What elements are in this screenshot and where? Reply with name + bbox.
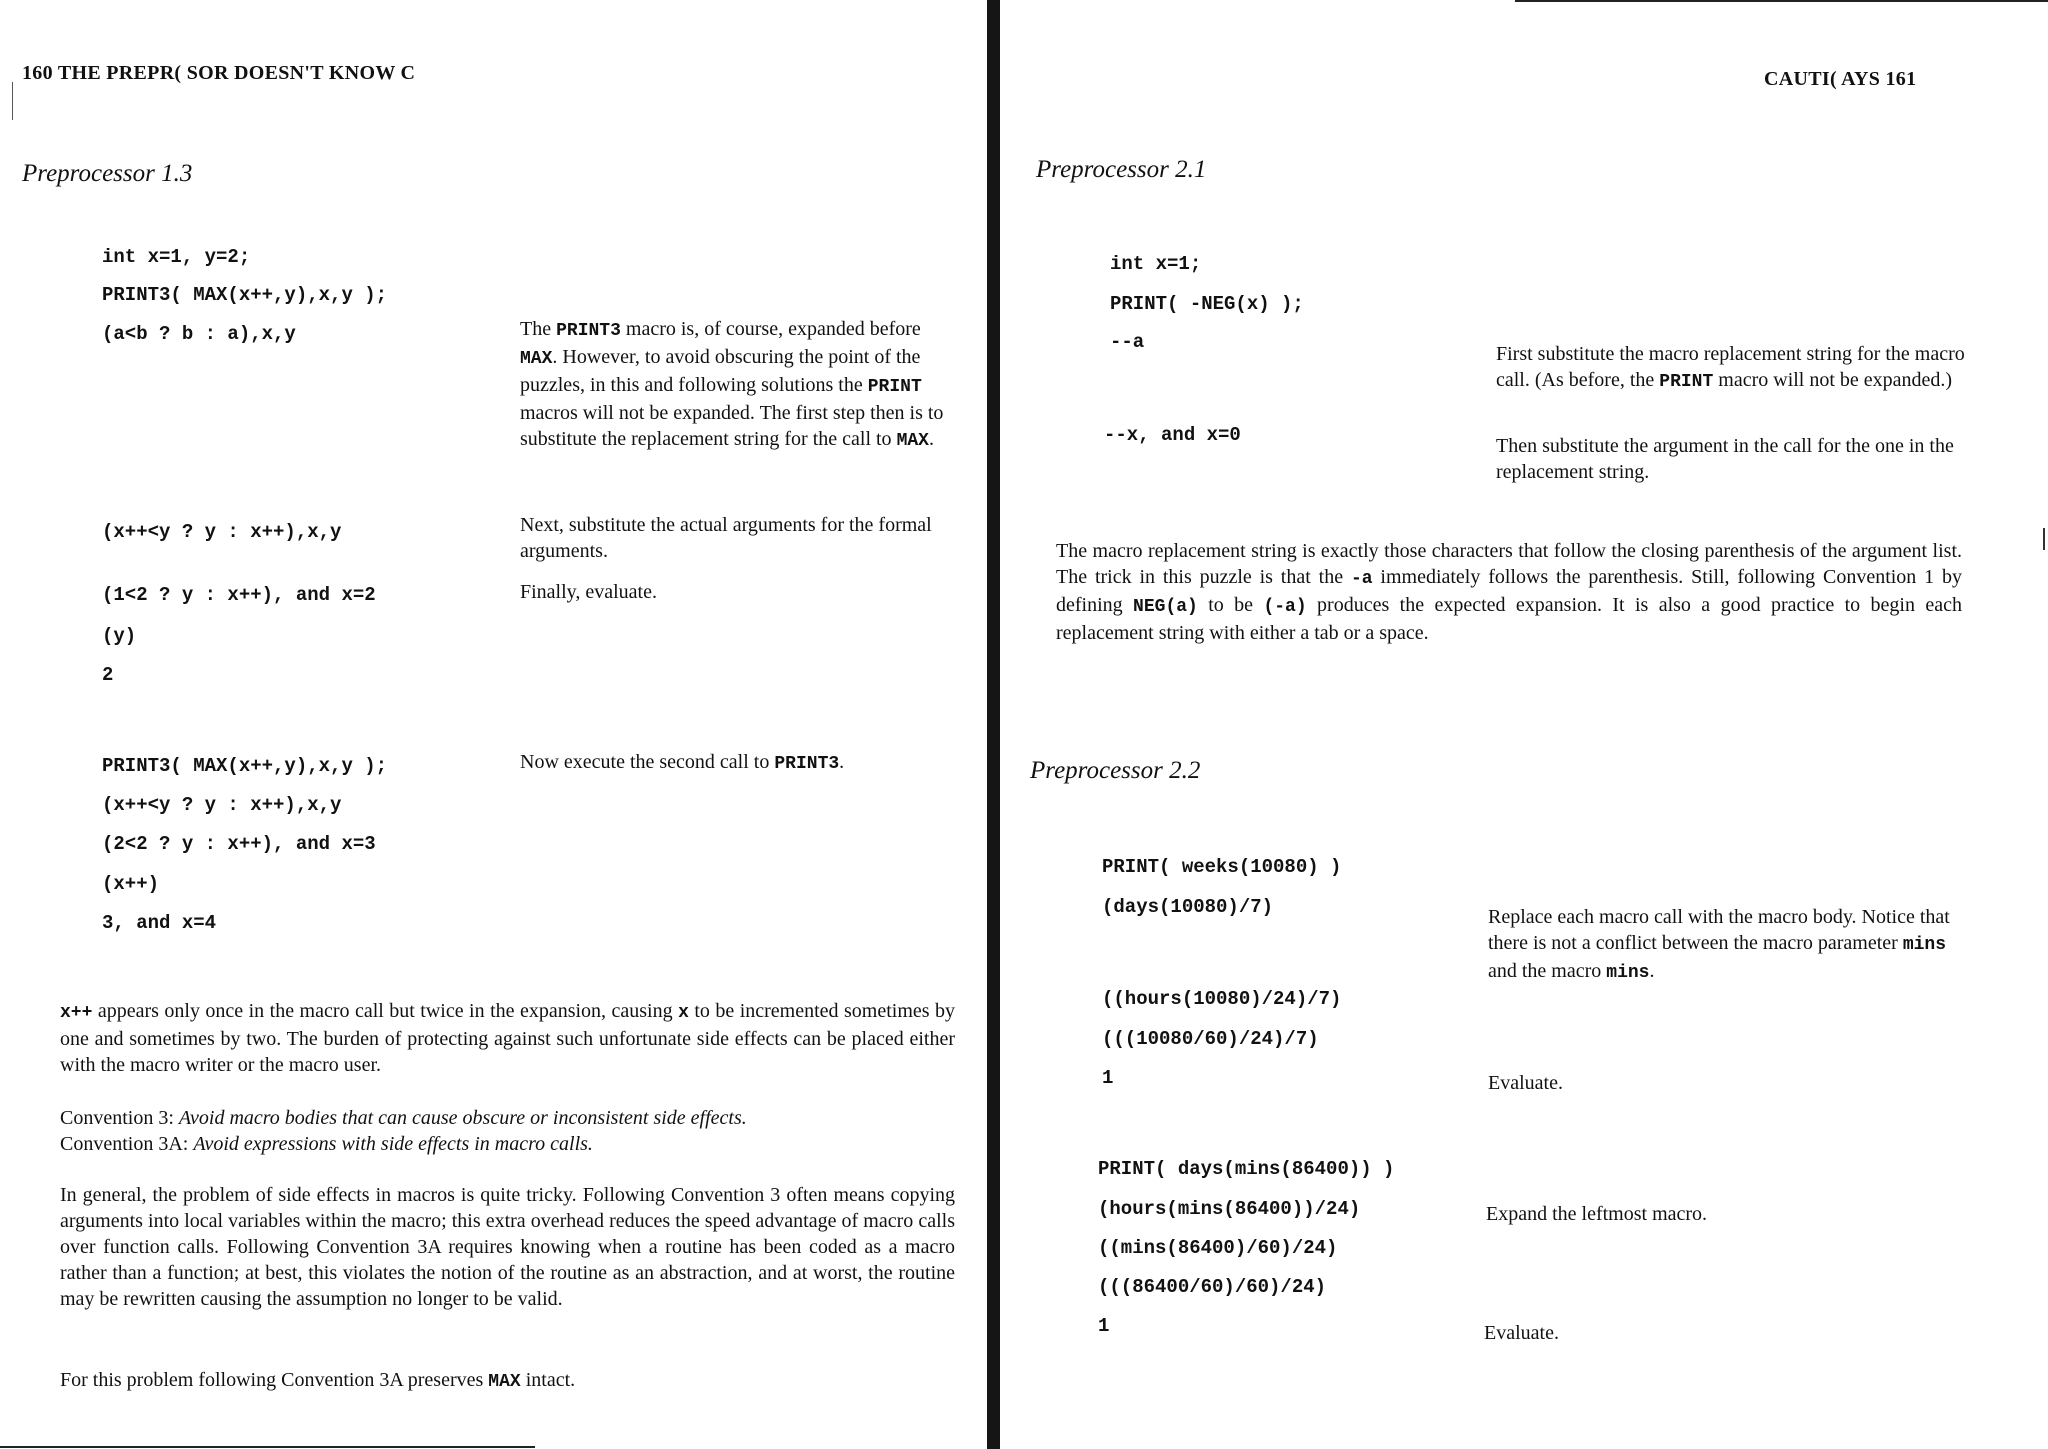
code-line: (2<2 ? y : x++), and x=3 xyxy=(102,833,376,855)
code-line: ((mins(86400)/60)/24) xyxy=(1098,1237,1338,1259)
right-running-head: CAUTI( AYS 161 xyxy=(1764,68,1917,90)
code-line: PRINT( -NEG(x) ); xyxy=(1110,293,1304,315)
code-line: (x++<y ? y : x++),x,y xyxy=(102,521,342,543)
puzzle-title-2-2: Preprocessor 2.2 xyxy=(1030,757,1201,784)
note-replace-macro-call: Replace each macro call with the macro body. Notice that there is not a conflict between the macro parameter mins and the macro mins. xyxy=(1488,906,1950,983)
code-line: (a<b ? b : a),x,y xyxy=(102,323,296,345)
note-first-substitute: First substitute the macro replacement string for the macro call. (As before, the PRINT macro will not be expanded.) xyxy=(1496,343,1965,392)
code-line: (days(10080)/7) xyxy=(1102,896,1274,918)
puzzle-title-2-1: Preprocessor 2.1 xyxy=(1036,156,1207,183)
code-line: (((86400/60)/60)/24) xyxy=(1098,1276,1327,1298)
code-line: ((hours(10080)/24)/7) xyxy=(1102,988,1342,1010)
puzzle-title-1-3: Preprocessor 1.3 xyxy=(22,160,193,187)
convention-3a: Convention 3A: Avoid expressions with side effects in macro calls. xyxy=(60,1133,593,1155)
paragraph-side-effects: x++ appears only once in the macro call but twice in the expansion, causing x to be incremented sometimes by one and sometimes by two. The burden of protecting against such unfortunate side effects can be placed either with the macro writer or the macro user. xyxy=(60,1000,955,1076)
code-line: 1 xyxy=(1098,1315,1110,1337)
code-line: PRINT( weeks(10080) ) xyxy=(1102,856,1342,878)
code-line: (hours(mins(86400))/24) xyxy=(1098,1198,1361,1220)
paragraph-general-problem: In general, the problem of side effects in macros is quite tricky. Following Convention 3 often means copying arguments into local variables within the macro; this extra overhead reduces the speed advantage of macro calls over function calls. Following Convention 3A requires knowing when a routine has been coded as a macro rather than a function; at best, this violates the notion of the routine as an abstraction, and at worst, the routine may be rewritten causing the assumption no longer to be valid. xyxy=(60,1184,955,1310)
code-line: PRINT( days(mins(86400)) ) xyxy=(1098,1158,1395,1180)
right-page xyxy=(1000,0,2048,1449)
code-line: PRINT3( MAX(x++,y),x,y ); xyxy=(102,755,388,777)
code-line: (y) xyxy=(102,625,137,647)
code-line: 3, and x=4 xyxy=(102,912,217,934)
paragraph-max-intact: For this problem following Convention 3A preserves MAX intact. xyxy=(60,1369,576,1392)
code-line: (x++<y ? y : x++),x,y xyxy=(102,794,342,816)
paragraph-replacement-string: The macro replacement string is exactly those characters that follow the closing parenthesis of the argument list. The trick in this puzzle is that the -a immediately follows the parenthesis. Still, following Convention 1 by defining NEG(a) to be (-a) produces the expected expansion. It is also a good practice to begin each replacement string with either a tab or a space. xyxy=(1056,540,1963,644)
note-expand-leftmost: Expand the leftmost macro. xyxy=(1486,1203,1708,1225)
note-expansion-order: The PRINT3 macro is, of course, expanded before MAX. However, to avoid obscuring the point of the puzzles, in this and following solutions the PRINT macros will not be expanded. The first step then is to substitute the replacement string for the call to MAX. xyxy=(520,318,944,451)
note-evaluate: Finally, evaluate. xyxy=(520,581,657,603)
margin-mark xyxy=(12,82,13,120)
note-substitute-arguments: Next, substitute the actual arguments for the formal arguments. xyxy=(520,514,932,562)
code-line: --a xyxy=(1110,331,1145,353)
code-line: --x, and x=0 xyxy=(1104,424,1241,446)
left-running-head: 160 THE PREPR( SOR DOESN'T KNOW C xyxy=(22,62,416,84)
margin-mark xyxy=(2043,528,2045,550)
note-evaluate: Evaluate. xyxy=(1488,1072,1563,1094)
code-line: PRINT3( MAX(x++,y),x,y ); xyxy=(102,284,388,306)
note-evaluate: Evaluate. xyxy=(1484,1322,1559,1344)
conventions-block xyxy=(60,1105,955,1157)
note-second-call: Now execute the second call to PRINT3. xyxy=(520,751,845,774)
note-then-substitute: Then substitute the argument in the call for the one in the replacement string. xyxy=(1496,435,1954,483)
code-line: int x=1, y=2; xyxy=(102,246,251,268)
code-line: (1<2 ? y : x++), and x=2 xyxy=(102,584,376,606)
left-page xyxy=(0,0,985,1449)
code-line: 2 xyxy=(102,664,114,686)
code-line: (x++) xyxy=(102,873,160,895)
code-line: 1 xyxy=(1102,1067,1114,1089)
convention-3: Convention 3: Avoid macro bodies that can cause obscure or inconsistent side effects. xyxy=(60,1107,747,1129)
code-line: (((10080/60)/24)/7) xyxy=(1102,1028,1319,1050)
book-spine-shadow xyxy=(987,0,1000,1449)
code-line: int x=1; xyxy=(1110,253,1202,275)
